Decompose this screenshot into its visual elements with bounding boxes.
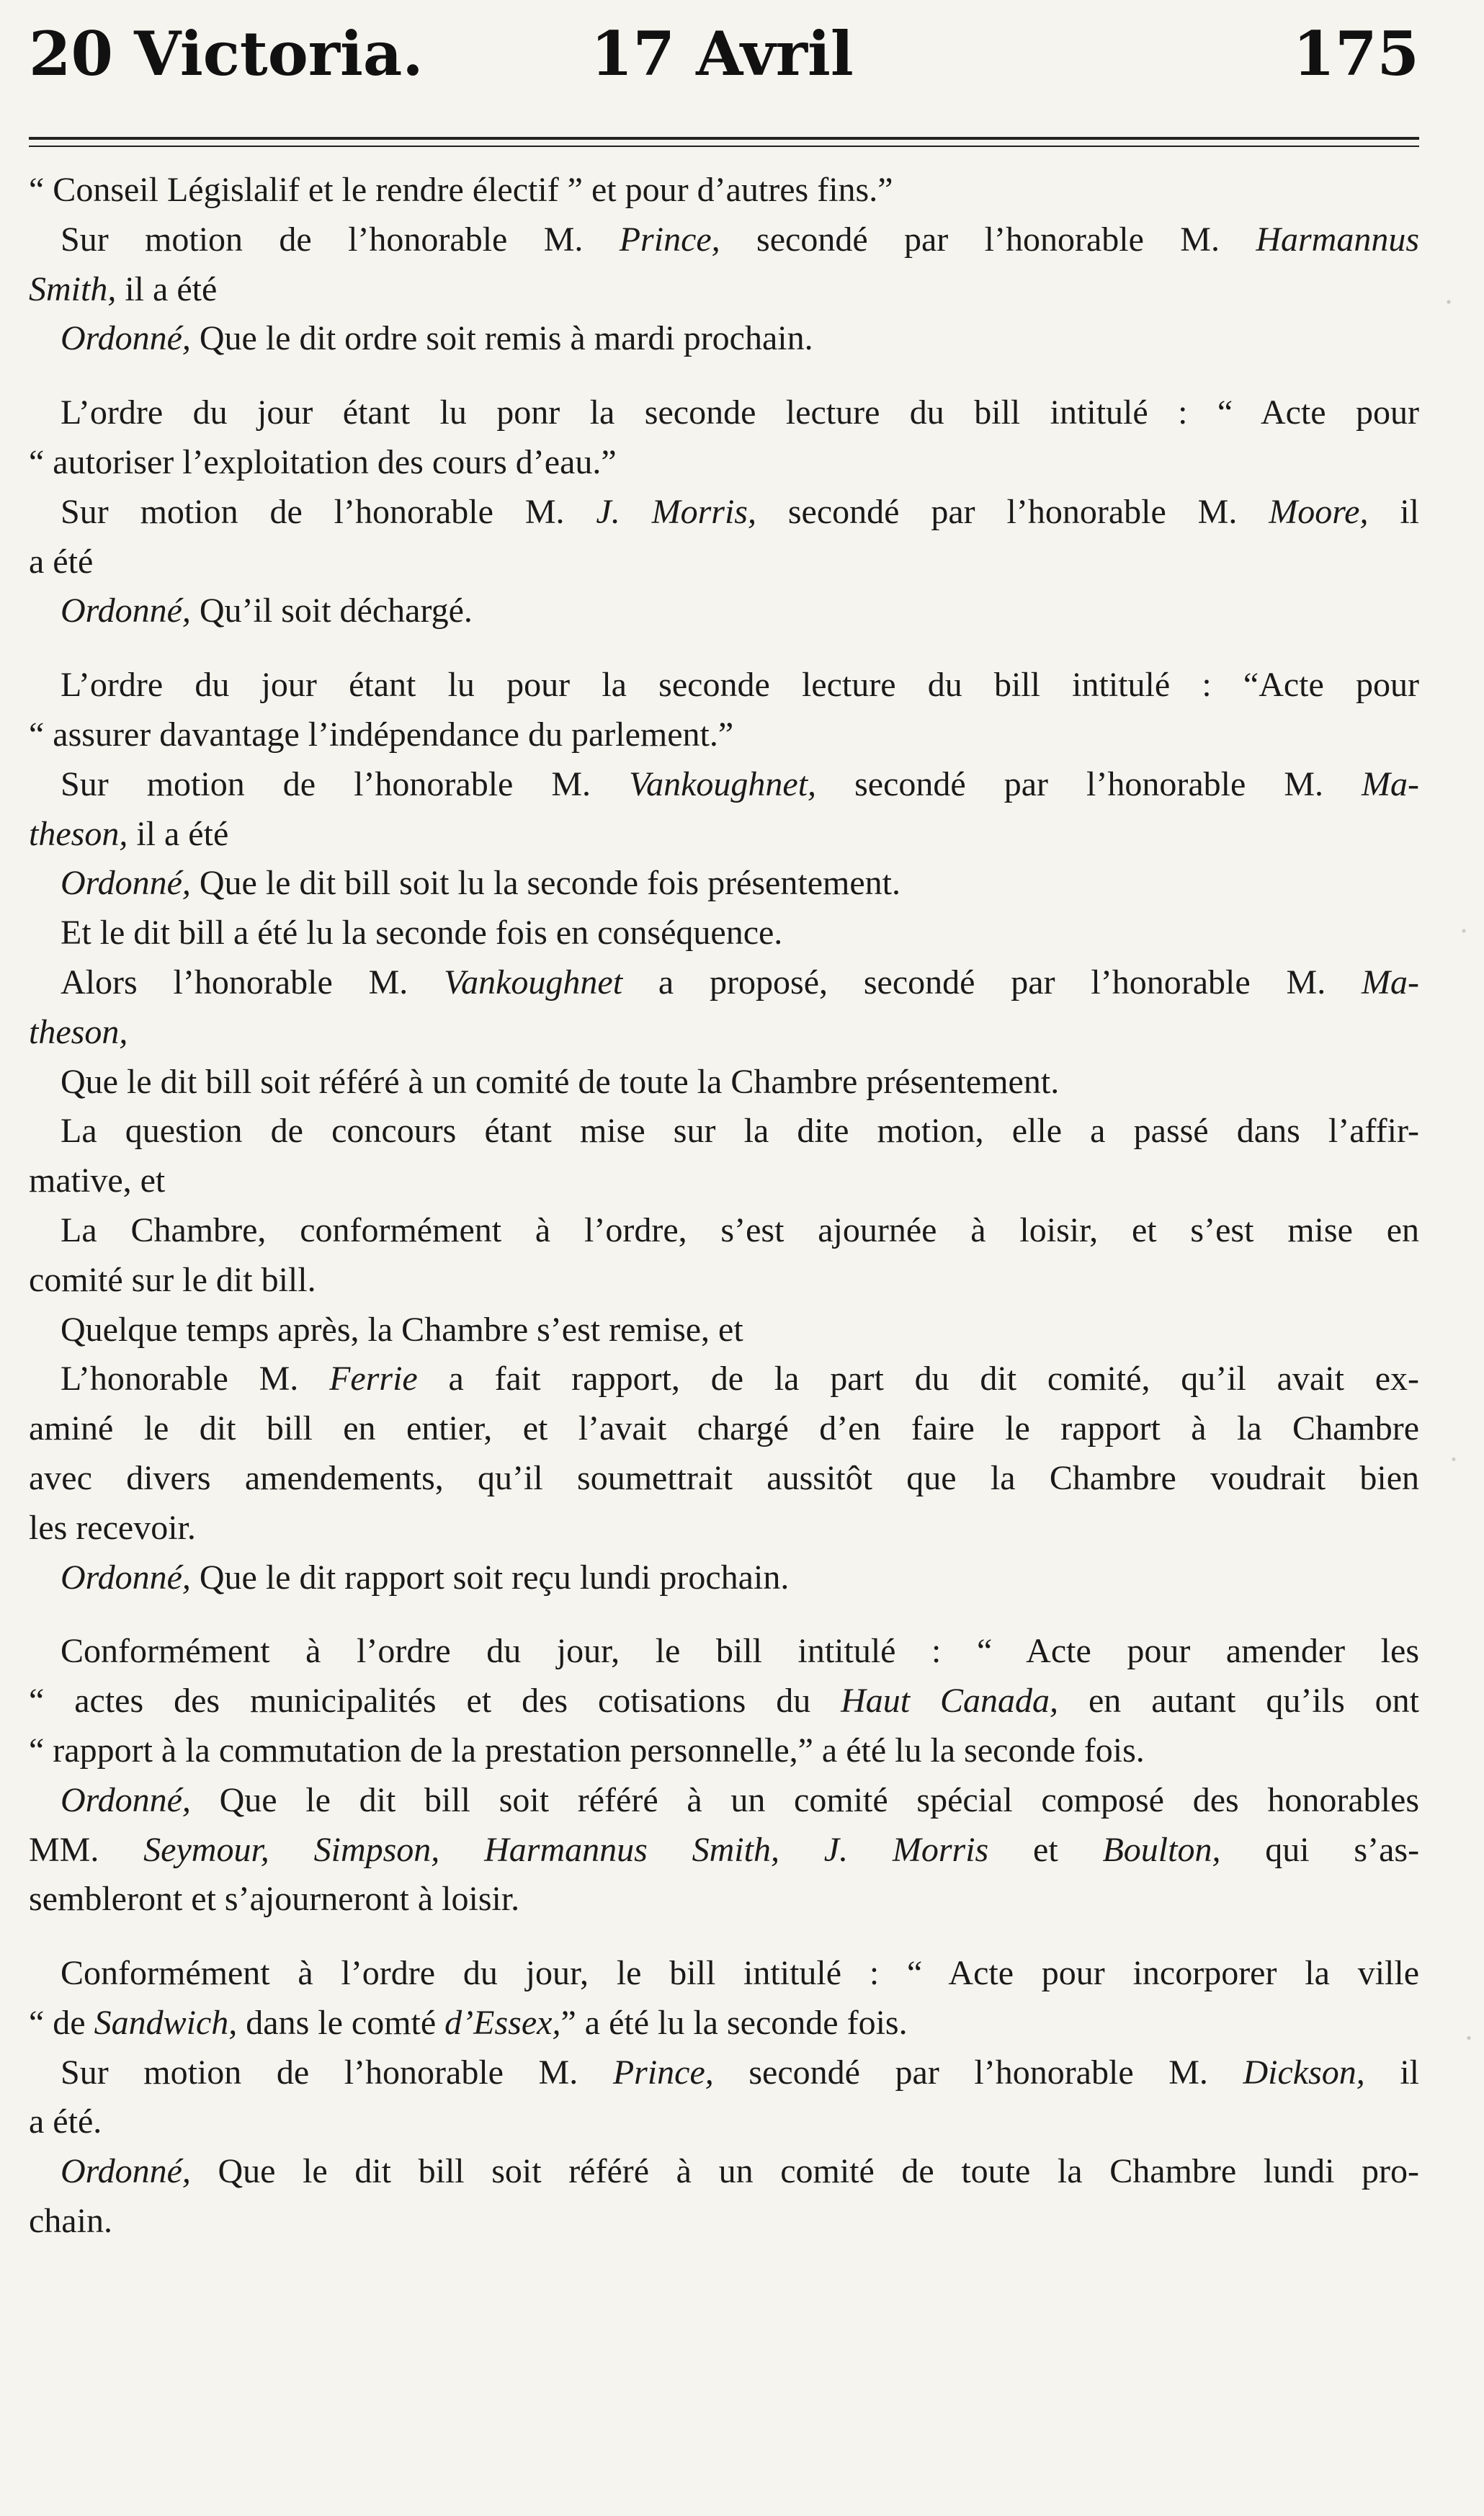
text-line <box>29 1826 1419 1875</box>
text-line <box>29 2147 1419 2197</box>
text-segment: Et le dit bill a été lu la seconde fois en conséquence. <box>61 914 783 953</box>
text-segment <box>779 1831 824 1869</box>
text-line <box>29 537 1419 587</box>
text-segment: il a été <box>128 814 229 853</box>
text-segment: a été <box>29 542 94 581</box>
italic-text: d’Essex, <box>444 2003 561 2042</box>
text-segment: ” a été lu la seconde fois. <box>560 2003 908 2042</box>
text-segment: Sur motion de l’honorable M. <box>61 492 596 531</box>
text-line <box>29 1999 1419 2048</box>
text-segment: Conformément à l’ordre du jour, le bill intitulé : “ Acte pour amender les <box>61 1632 1419 1671</box>
text-line <box>29 1875 1419 1924</box>
text-line <box>29 1949 1419 1999</box>
text-line <box>29 265 1419 315</box>
italic-text: Harmannus <box>1256 220 1419 259</box>
text-segment: sembleront et s’ajourneront à loisir. <box>29 1880 520 1919</box>
text-line <box>29 586 1419 636</box>
italic-text: Vankoughnet <box>444 963 623 1002</box>
text-segment: chain. <box>29 2202 112 2241</box>
paragraph <box>29 1776 1419 1924</box>
text-segment: qui s’as- <box>1220 1830 1419 1869</box>
text-line <box>29 661 1419 710</box>
text-segment: a été. <box>29 2102 102 2141</box>
text-segment: aminé le dit bill en entier, et l’avait chargé d’en faire le rapport à la Chambre <box>29 1409 1419 1448</box>
text-line <box>29 2197 1419 2247</box>
paragraph <box>29 1949 1419 2048</box>
paragraph <box>29 166 1419 215</box>
paragraph <box>29 2048 1419 2148</box>
text-segment: Sur motion de l’honorable M. <box>61 764 630 803</box>
paragraph <box>29 859 1419 909</box>
italic-text: theson, <box>29 814 128 853</box>
text-segment: L’ordre du jour étant lu pour la seconde lecture du bill intitulé : “Acte pour <box>61 666 1419 705</box>
paragraph <box>29 1058 1419 1107</box>
text-line <box>29 1454 1419 1504</box>
paragraph <box>29 586 1419 636</box>
paragraph <box>29 760 1419 860</box>
text-segment: “ Conseil Législalif et le rendre électif ” et pour d’autres fins.” <box>29 171 893 209</box>
italic-text: J. Morris, <box>596 492 756 531</box>
header-date: 17 Avril <box>591 18 854 89</box>
text-segment: Que le dit bill soit lu la seconde fois présentement. <box>190 864 900 903</box>
italic-text: Vankoughnet, <box>629 764 817 803</box>
italic-text: Smith, <box>29 269 117 308</box>
text-segment: La Chambre, conformément à l’ordre, s’est ajournée à loisir, et s’est mise en <box>61 1210 1419 1249</box>
text-line <box>29 1504 1419 1553</box>
text-segment: Que le dit bill soit référé à un comité de toute la Chambre lundi pro- <box>190 2152 1419 2191</box>
text-segment: Sur motion de l’honorable M. <box>61 2053 613 2092</box>
italic-text: Ma- <box>1362 764 1419 803</box>
text-segment: Que le dit bill soit référé à un comité spécial composé des honorables <box>190 1780 1419 1819</box>
paragraph <box>29 488 1419 587</box>
italic-text: Simpson, <box>313 1830 440 1869</box>
text-segment: comité sur le dit bill. <box>29 1260 316 1299</box>
text-segment: Qu’il soit déchargé. <box>190 592 473 630</box>
text-line <box>29 488 1419 537</box>
page-edge-speckle <box>1434 0 1484 2516</box>
italic-text: Moore, <box>1269 492 1369 531</box>
text-segment: Conformément à l’ordre du jour, le bill intitulé : “ Acte pour incorporer la ville <box>61 1954 1419 1993</box>
paragraph <box>29 1107 1419 1206</box>
text-line <box>29 1306 1419 1355</box>
text-line <box>29 859 1419 909</box>
text-segment: La question de concours étant mise sur la dite motion, elle a passé dans l’affir- <box>61 1112 1419 1151</box>
text-segment: secondé par l’honorable M. <box>756 492 1269 531</box>
text-line <box>29 958 1419 1008</box>
text-line <box>29 1107 1419 1156</box>
italic-text: theson, <box>29 1012 128 1051</box>
text-segment: secondé par l’honorable M. <box>713 2053 1243 2092</box>
italic-text: Ferrie <box>329 1360 418 1398</box>
italic-text: Harmannus Smith, <box>484 1830 779 1869</box>
text-segment: Que le dit bill soit référé à un comité de toute la Chambre présentement. <box>61 1062 1060 1101</box>
text-line <box>29 2048 1419 2098</box>
text-line <box>29 166 1419 215</box>
text-segment: a proposé, secondé par l’honorable M. <box>622 963 1362 1002</box>
text-segment: L’ordre du jour étant lu ponr la seconde lecture du bill intitulé : “ Acte pour <box>61 393 1419 432</box>
text-segment: Que le dit ordre soit remis à mardi prochain. <box>190 319 813 358</box>
italic-text: Ma- <box>1362 963 1419 1002</box>
text-line <box>29 710 1419 760</box>
text-segment: il a été <box>116 269 218 308</box>
page-number: 175 <box>1292 18 1419 89</box>
running-head <box>29 14 1419 94</box>
text-segment: Alors l’honorable M. <box>61 963 444 1002</box>
text-segment: et <box>988 1830 1103 1869</box>
text-line <box>29 1553 1419 1603</box>
text-segment: les recevoir. <box>29 1508 196 1547</box>
text-line <box>29 2097 1419 2147</box>
italic-text: Ordonné, <box>61 592 191 630</box>
header-rule <box>29 137 1419 140</box>
journal-body <box>29 166 1419 2247</box>
paragraph <box>29 2147 1419 2247</box>
text-line <box>29 760 1419 810</box>
paragraph <box>29 314 1419 364</box>
header-session: 20 Victoria. <box>29 18 424 89</box>
text-segment: “ de <box>29 2003 94 2042</box>
text-segment: avec divers amendements, qu’il soumettrait aussitôt que la Chambre voudrait bien <box>29 1458 1419 1497</box>
header-rule-thin <box>29 146 1419 147</box>
text-segment: MM. <box>29 1830 144 1869</box>
text-line <box>29 1156 1419 1206</box>
text-segment: Quelque temps après, la Chambre s’est remise, et <box>61 1310 743 1349</box>
paragraph <box>29 1206 1419 1306</box>
text-line <box>29 1058 1419 1107</box>
text-line <box>29 438 1419 488</box>
paragraph <box>29 215 1419 315</box>
text-segment: mative, et <box>29 1161 166 1200</box>
italic-text: Prince, <box>612 2053 714 2092</box>
paragraph <box>29 1627 1419 1775</box>
paragraph <box>29 909 1419 958</box>
text-line <box>29 1677 1419 1726</box>
italic-text: Prince, <box>619 220 720 259</box>
text-segment <box>269 1831 314 1869</box>
paragraph <box>29 1553 1419 1603</box>
text-segment: il <box>1368 492 1419 531</box>
text-segment <box>439 1831 484 1869</box>
text-line <box>29 1404 1419 1454</box>
text-segment: Que le dit rapport soit reçu lundi prochain. <box>190 1558 790 1597</box>
italic-text: Ordonné, <box>61 1558 191 1597</box>
paragraph <box>29 661 1419 760</box>
text-line <box>29 388 1419 438</box>
text-segment: “ rapport à la commutation de la prestation personnelle,” a été lu la seconde fois. <box>29 1731 1145 1770</box>
paragraph <box>29 1306 1419 1355</box>
text-segment: en autant qu’ils ont <box>1058 1682 1419 1721</box>
text-line <box>29 1355 1419 1404</box>
text-line <box>29 1627 1419 1677</box>
text-segment: secondé par l’honorable M. <box>816 764 1362 803</box>
text-segment: Sur motion de l’honorable M. <box>61 220 620 259</box>
italic-text: Dickson, <box>1243 2053 1365 2092</box>
paragraph <box>29 958 1419 1058</box>
text-line <box>29 1206 1419 1256</box>
italic-text: Sandwich, <box>94 2003 238 2042</box>
text-line <box>29 810 1419 860</box>
italic-text: Ordonné, <box>61 864 191 903</box>
italic-text: Boulton, <box>1102 1830 1221 1869</box>
text-line <box>29 909 1419 958</box>
text-segment: “ assurer davantage l’indépendance du parlement.” <box>29 715 734 754</box>
text-segment: “ actes des municipalités et des cotisations du <box>29 1682 841 1721</box>
italic-text: Ordonné, <box>61 1780 191 1819</box>
italic-text: J. Morris <box>823 1830 989 1869</box>
paragraph <box>29 388 1419 488</box>
text-segment: L’honorable M. <box>61 1360 330 1398</box>
text-segment: dans le comté <box>237 2003 445 2042</box>
text-line <box>29 1726 1419 1776</box>
text-line <box>29 215 1419 265</box>
text-segment: il <box>1364 2053 1419 2092</box>
text-line <box>29 1776 1419 1826</box>
text-segment: “ autoriser l’exploitation des cours d’eau.” <box>29 442 617 481</box>
text-segment: secondé par l’honorable M. <box>720 220 1256 259</box>
text-line <box>29 1008 1419 1058</box>
text-line <box>29 1256 1419 1306</box>
italic-text: Ordonné, <box>61 2152 191 2191</box>
italic-text: Seymour, <box>143 1830 269 1869</box>
italic-text: Haut Canada, <box>841 1682 1059 1721</box>
text-line <box>29 314 1419 364</box>
italic-text: Ordonné, <box>61 319 191 358</box>
paragraph <box>29 1355 1419 1553</box>
text-segment: a fait rapport, de la part du dit comité, qu’il avait ex- <box>417 1360 1419 1398</box>
